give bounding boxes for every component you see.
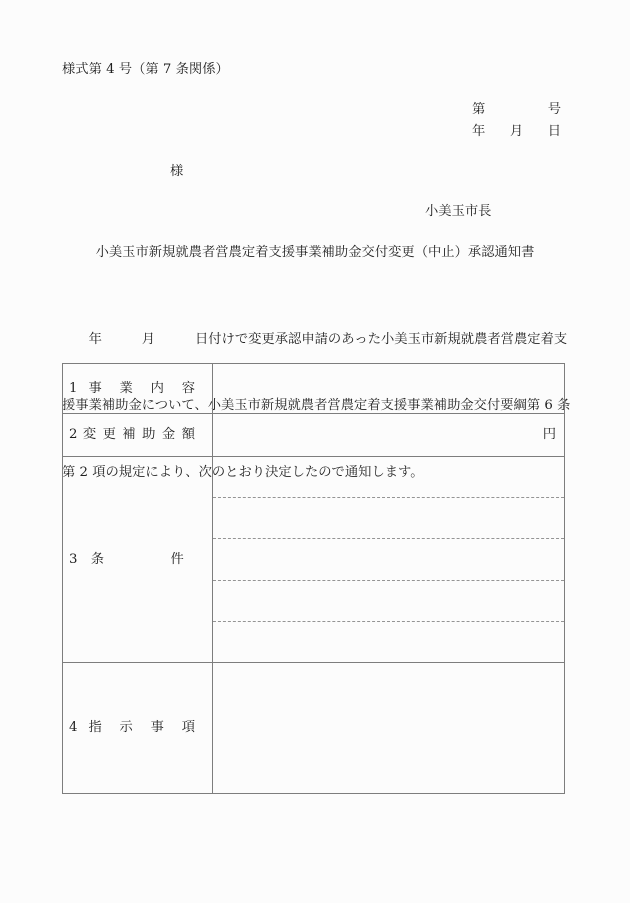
table-value-conditions xyxy=(213,456,564,662)
body-line: 第 2 項の規定により、次のとおり決定したので通知します。 xyxy=(62,465,424,481)
addressee-honorific: 様 xyxy=(170,164,184,179)
table-label-instructions xyxy=(63,662,213,793)
table-label-business-content-text: 1 事 業 内 容 xyxy=(69,380,195,396)
condition-line xyxy=(213,457,564,497)
date-year-label: 年 xyxy=(472,124,486,139)
condition-line xyxy=(213,538,564,579)
table-value-instructions xyxy=(213,662,564,793)
sender-title: 小美玉市長 xyxy=(425,204,492,219)
doc-number-prefix: 第 xyxy=(472,102,486,117)
date-month-label: 月 xyxy=(509,124,524,139)
doc-number-suffix: 号 xyxy=(547,102,561,117)
table-label-conditions-text: 3 条 件 xyxy=(69,551,184,567)
table-label-changed-subsidy-amount xyxy=(63,413,213,456)
table-label-conditions xyxy=(63,456,213,662)
doc-number-line xyxy=(472,102,561,118)
table-label-changed-subsidy-amount-text: 2 変 更 補 助 金 額 xyxy=(69,427,195,442)
condition-line xyxy=(213,580,564,621)
table-label-instructions-text: 4 指 示 事 項 xyxy=(69,720,195,735)
date-day-label: 日 xyxy=(547,124,561,139)
date-line xyxy=(472,124,561,140)
currency-unit-label: 円 xyxy=(542,427,556,442)
condition-line xyxy=(213,497,564,538)
document-title: 小美玉市新規就農者営農定着支援事業補助金交付変更（中止）承認通知書 xyxy=(95,245,535,260)
body-line: 援事業補助金について、小美玉市新規就農者営農定着支援事業補助金交付要綱第 6 条 xyxy=(62,398,571,414)
body-line: 年 月 日付けで変更承認申請のあった小美玉市新規就農者営農定着支 xyxy=(62,331,568,347)
condition-line xyxy=(213,621,564,662)
table-label-business-content xyxy=(63,364,213,413)
table-value-business-content xyxy=(213,364,564,413)
approval-table xyxy=(62,363,571,794)
table-value-changed-subsidy-amount xyxy=(213,413,564,456)
form-number: 様式第 4 号（第 7 条関係） xyxy=(62,62,229,77)
